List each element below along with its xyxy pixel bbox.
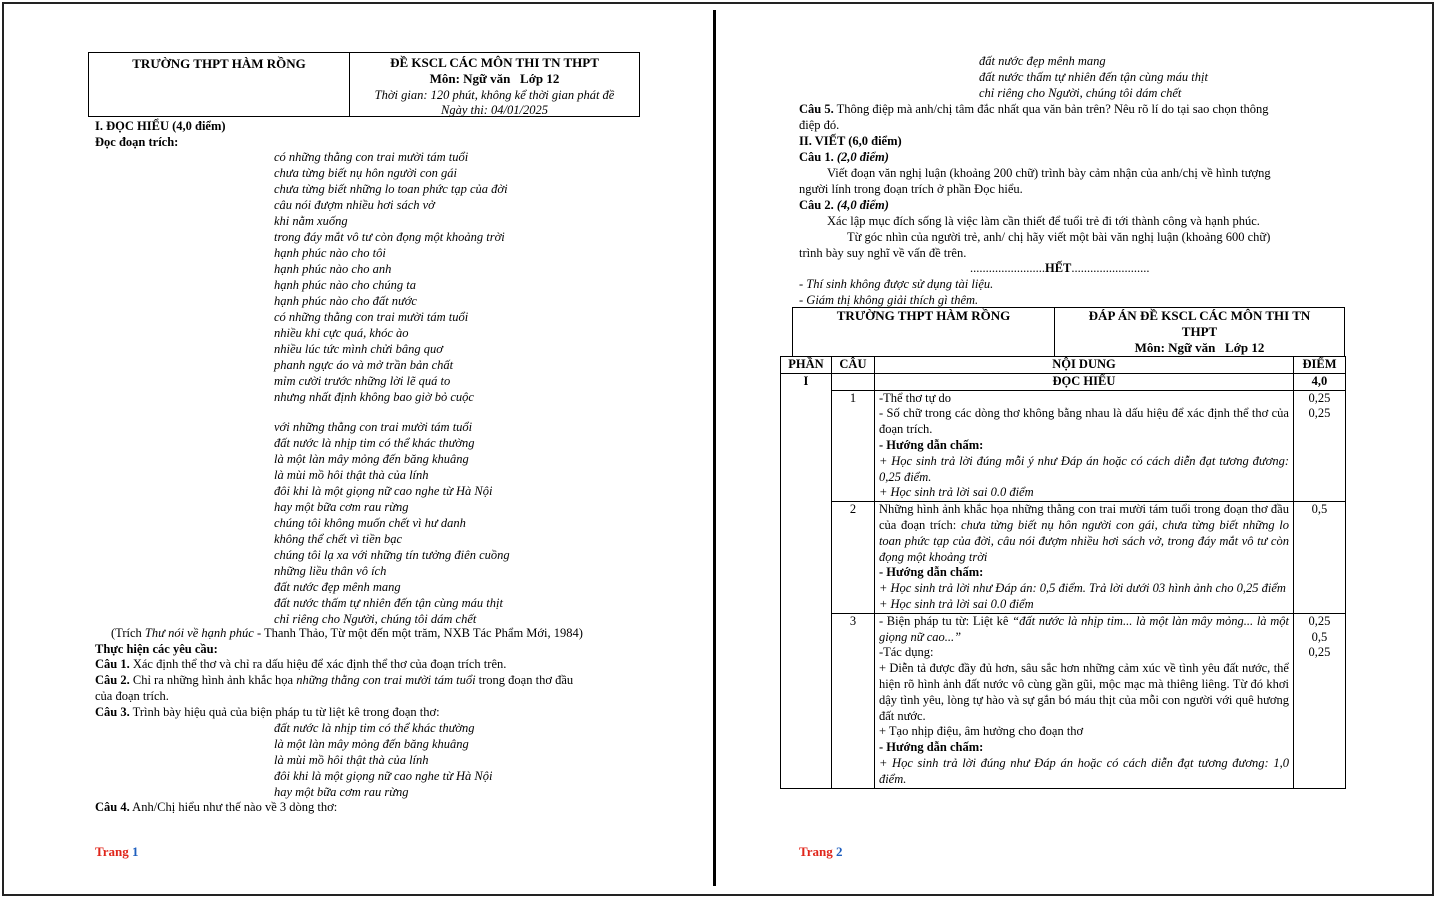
writing-2-line-1: Xác lập mục đích sống là việc làm cần thiết để tuổi trẻ đi tới thành công và hạnh phúc. — [827, 214, 1260, 228]
answer-header-box — [792, 307, 1345, 356]
end-dots-right: ......................... — [1071, 261, 1150, 275]
writing-2-label: Câu 2. — [799, 198, 834, 212]
part-title: ĐỌC HIỂU — [874, 373, 1293, 390]
row-2-content — [874, 502, 1293, 614]
school-name: TRƯỜNG THPT HÀM RỒNG — [132, 56, 306, 71]
end-word: HẾT — [1045, 261, 1072, 275]
footer-page-number: 2 — [835, 844, 843, 859]
footer-page-number: 1 — [131, 844, 139, 859]
row-2-question: 2 — [831, 502, 874, 614]
content-line: - Hướng dẫn chấm: — [878, 437, 984, 452]
col-header-content: NỘI DUNG — [874, 357, 1293, 374]
note-1: - Thí sinh không được sử dụng tài liệu. — [799, 277, 994, 291]
answer-header-left — [793, 308, 1054, 356]
content-line: + Học sinh trả lời đúng như Đáp án hoặc có cách diễn đạt tương đương: 1,0 điểm. — [878, 755, 1289, 786]
question-2-label: Câu 2. — [95, 673, 130, 687]
question-5-line-2: điệp đó. — [799, 118, 840, 132]
content-line: + Tạo nhịp điệu, âm hưởng cho đoạn thơ — [878, 724, 1084, 739]
poem-line: là mùi mồ hôi thật thà của lính — [274, 468, 429, 482]
poem-line: chưa từng biết nụ hôn người con gái — [274, 166, 458, 180]
question-4-text: Anh/Chị hiểu như thế nào về 3 dòng thơ: — [129, 800, 338, 814]
writing-1-label: Câu 1. — [799, 150, 834, 164]
question-5-label: Câu 5. — [799, 102, 834, 116]
point-value: 0,25 — [1308, 613, 1331, 628]
header-left-cell — [89, 53, 349, 116]
col-header-points: ĐIỂM — [1293, 357, 1345, 374]
poem-line: với những thằng con trai mười tám tuổi — [274, 420, 473, 434]
row-3-question: 3 — [831, 613, 874, 788]
poem-line: chúng tôi lạ xa với những tín tưởng điên cuồng — [274, 548, 510, 562]
question-2 — [95, 672, 573, 688]
poem-line: là một làn mây mỏng đến băng khuâng — [274, 452, 469, 466]
exam-header-box — [88, 52, 640, 117]
writing-question-2 — [799, 197, 889, 213]
exam-subject: Môn: Ngữ văn Lớp 12 — [429, 71, 560, 86]
exam-time: Thời gian: 120 phút, không kể thời gian phát đề — [374, 88, 615, 102]
table-row — [781, 613, 1346, 788]
answer-table-header — [781, 357, 1346, 374]
poem-line: hạnh phúc nào cho đất nước — [274, 294, 417, 308]
part-row — [781, 373, 1346, 390]
content-line: + Học sinh trả lời sai 0.0 điểm — [878, 596, 1034, 611]
poem-line: có những thằng con trai mười tám tuổi — [274, 310, 469, 324]
question-3-poem — [274, 720, 492, 800]
table-row — [781, 502, 1346, 614]
poem-line: phanh ngực áo và mở trần bản chất — [274, 358, 454, 372]
header-right-cell — [350, 53, 639, 116]
answer-title-line-1: ĐÁP ÁN ĐỀ KSCL CÁC MÔN THI TN — [1088, 308, 1311, 323]
content-line: - Số chữ trong các dòng thơ không bằng nhau là dấu hiệu để xác định thể thơ của đoạn trích. — [878, 406, 1289, 437]
source-prefix: (Trích — [111, 626, 145, 640]
question-3-text: Trình bày hiệu quả của biện pháp tu từ liệt kê trong đoạn thơ: — [129, 705, 440, 719]
answer-school-name: TRƯỜNG THPT HÀM RỒNG — [836, 308, 1011, 323]
content-line: - Hướng dẫn chấm: — [878, 740, 984, 755]
table-row — [781, 390, 1346, 502]
page-2-footer — [799, 844, 842, 860]
answer-title-line-2: THPT — [1181, 324, 1218, 339]
poem-line: trong đáy mắt vô tư còn đọng một khoảng trời — [274, 230, 505, 244]
answer-header-right — [1055, 308, 1344, 356]
question-4 — [95, 799, 337, 815]
poem-line: chỉ riêng cho Người, chúng tôi dám chết — [274, 612, 477, 626]
poem-line: đất nước là nhịp tim có thể khác thường — [274, 436, 475, 450]
point-value: 0,5 — [1311, 629, 1328, 644]
point-value: 0,25 — [1308, 406, 1331, 421]
poem-line: đất nước thấm tự nhiên đến tận cùng máu thịt — [979, 70, 1208, 84]
answer-table — [780, 356, 1346, 789]
content-line: + Học sinh trả lời sai 0.0 điểm — [878, 485, 1034, 500]
writing-2-points: (4,0 điểm) — [833, 198, 889, 212]
poem-line: khi nằm xuống — [274, 214, 348, 228]
question-2-text-end: trong đoạn thơ đầu — [475, 673, 574, 687]
writing-2-line-3: trình bày suy nghĩ về vấn đề trên. — [799, 246, 967, 260]
row-2-content-italic: chưa từng biết nụ hôn người con gái, chưa từng biết những lo toan phức tạp của đời, câu nói đượm nhiều hơi sách vở, trong đáy mắt vô tư còn đọng một khoảng trời — [878, 517, 1289, 564]
question-2-italic: những thằng con trai mười tám tuổi — [296, 673, 476, 687]
content-line: -Thể thơ tự do — [878, 390, 951, 405]
page-2 — [716, 0, 1440, 900]
writing-1-line-1: Viết đoạn văn nghị luận (khoảng 200 chữ) trình bày cảm nhận của anh/chị về hình tượng — [827, 166, 1271, 180]
part-number: I — [781, 373, 832, 788]
question-5 — [799, 101, 1268, 117]
row-2-points — [1293, 502, 1345, 614]
poem-line: đôi khi là một giọng nữ cao nghe từ Hà Nội — [274, 769, 493, 783]
poem-line: có những thằng con trai mười tám tuổi — [274, 150, 469, 164]
poem-line: hạnh phúc nào cho chúng ta — [274, 278, 416, 292]
question-2-text: Chỉ ra những hình ảnh khắc họa — [129, 673, 297, 687]
poem-line: đôi khi là một giọng nữ cao nghe từ Hà Nội — [274, 484, 493, 498]
poem-line: mỉm cười trước những lời lẽ quá to — [274, 374, 451, 388]
poem-line: là một làn mây mỏng đến băng khuâng — [274, 737, 469, 751]
poem-line: nhiều khi cực quá, khóc ào — [274, 326, 409, 340]
writing-question-1 — [799, 149, 889, 165]
row-3-content — [874, 613, 1293, 788]
writing-1-points: (2,0 điểm) — [833, 150, 889, 164]
source-suffix: - Thanh Thảo, Từ một đến một trăm, NXB Tác Phẩm Mới, 1984) — [253, 626, 583, 640]
poem-line: nhưng nhất định không bao giờ bỏ cuộc — [274, 390, 474, 404]
poem-line: chỉ riêng cho Người, chúng tôi dám chết — [979, 86, 1182, 100]
poem-line: chưa từng biết những lo toan phức tạp của đời — [274, 182, 508, 196]
content-line: -Tác dụng: — [878, 645, 934, 660]
poem-line: câu nói đượm nhiều hơi sách vở — [274, 198, 435, 212]
writing-2-line-2: Từ góc nhìn của người trẻ, anh/ chị hãy viết một bài văn nghị luận (khoảng 600 chữ) — [847, 230, 1271, 244]
poem-line: đất nước đẹp mênh mang — [274, 580, 401, 594]
poem-source — [111, 625, 583, 641]
poem-line: nhiều lúc tức mình chửi bâng quơ — [274, 342, 443, 356]
row-1-points — [1293, 390, 1345, 502]
question-1-text: Xác định thể thơ và chỉ ra dấu hiệu để xác định thể thơ của đoạn trích trên. — [129, 657, 507, 671]
question-2-line-2: của đoạn trích. — [95, 689, 169, 703]
footer-label: Trang — [95, 844, 132, 859]
col-header-question: CÂU — [831, 357, 874, 374]
source-title: Thư nói về hạnh phúc — [144, 626, 254, 640]
page-1 — [0, 0, 713, 900]
question-3-label: Câu 3. — [95, 705, 130, 719]
requirements-label: Thực hiện các yêu cầu: — [95, 642, 218, 656]
question-1-label: Câu 1. — [95, 657, 130, 671]
row-1-content — [874, 390, 1293, 502]
point-value: 0,25 — [1308, 645, 1331, 660]
poem-line: chúng tôi không muốn chết vì hư danh — [274, 516, 466, 530]
poem-line: hay một bữa cơm rau rừng — [274, 500, 409, 514]
content-line: - Hướng dẫn chấm: — [878, 565, 984, 580]
point-value: 0,5 — [1311, 502, 1328, 517]
poem-part-1 — [274, 149, 508, 405]
poem-line: hay một bữa cơm rau rừng — [274, 785, 409, 799]
note-2: - Giám thị không giải thích gì thêm. — [799, 293, 979, 307]
row-3-points — [1293, 613, 1345, 788]
answer-subject: Môn: Ngữ văn Lớp 12 — [1134, 340, 1265, 355]
page-1-footer — [95, 844, 138, 860]
exam-date: Ngày thi: 04/01/2025 — [441, 103, 548, 117]
exam-title: ĐỀ KSCL CÁC MÔN THI TN THPT — [390, 55, 599, 70]
row-2-content-lead: Những hình ảnh khắc họa những thằng con trai mười tám tuổi trong đoạn thơ đầu của đoạn trích: — [878, 502, 1289, 532]
writing-1-line-2: người lính trong đoạn trích ở phần Đọc hiểu. — [799, 182, 1023, 196]
row-3-content-lead: - Biện pháp tu từ: Liệt kê — [878, 613, 1013, 628]
poem-line: là mùi mồ hôi thật thà của lính — [274, 753, 429, 767]
question-4-poem — [979, 53, 1208, 101]
section-2-title: II. VIẾT (6,0 điểm) — [799, 134, 902, 148]
question-4-label: Câu 4. — [95, 800, 130, 814]
part-points: 4,0 — [1293, 373, 1345, 390]
content-line: + Học sinh trả lời như Đáp án: 0,5 điểm. Trả lời dưới 03 hình ảnh cho 0,25 điểm — [878, 581, 1286, 596]
row-3-content-italic: “đất nước là nhịp tim... là một làn mây mỏng... là một giọng nữ cao...” — [878, 613, 1289, 644]
question-3 — [95, 704, 440, 720]
poem-line: đất nước là nhịp tim có thể khác thường — [274, 721, 475, 735]
question-1 — [95, 656, 506, 672]
poem-line: hạnh phúc nào cho anh — [274, 262, 392, 276]
end-mark — [970, 260, 1150, 276]
footer-label: Trang — [799, 844, 836, 859]
poem-line: đất nước đẹp mênh mang — [979, 54, 1106, 68]
content-line: + Diễn tả được đầy đủ hơn, sâu sắc hơn những cảm xúc về tình yêu đất nước, thể hiện rõ hình ảnh đất nước vô cùng gần gũi, mộc mạc mà thiêng liêng. Từ đó khơi dậy tình yêu, lòng tự hào và sự gắn bó máu thịt của mỗi con người với quê hương đất nước. — [878, 661, 1289, 723]
question-5-text: Thông điệp mà anh/chị tâm đắc nhất qua văn bản trên? Nêu rõ lí do tại sao chọn thông — [833, 102, 1269, 116]
poem-line: những liều thân vô ích — [274, 564, 387, 578]
read-label: Đọc đoạn trích: — [95, 135, 179, 149]
end-dots-left: ........................ — [970, 261, 1045, 275]
row-1-question: 1 — [831, 390, 874, 502]
poem-part-2 — [274, 419, 510, 627]
col-header-part: PHẦN — [781, 357, 832, 374]
point-value: 0,25 — [1308, 390, 1331, 405]
poem-line: hạnh phúc nào cho tôi — [274, 246, 386, 260]
poem-line: không thể chết vì tiền bạc — [274, 532, 403, 546]
section-1-title: I. ĐỌC HIỂU (4,0 điểm) — [95, 119, 226, 133]
content-line: + Học sinh trả lời đúng mỗi ý như Đáp án hoặc có cách diễn đạt tương đương: 0,25 điểm. — [878, 453, 1289, 484]
poem-line: đất nước thấm tự nhiên đến tận cùng máu thịt — [274, 596, 503, 610]
